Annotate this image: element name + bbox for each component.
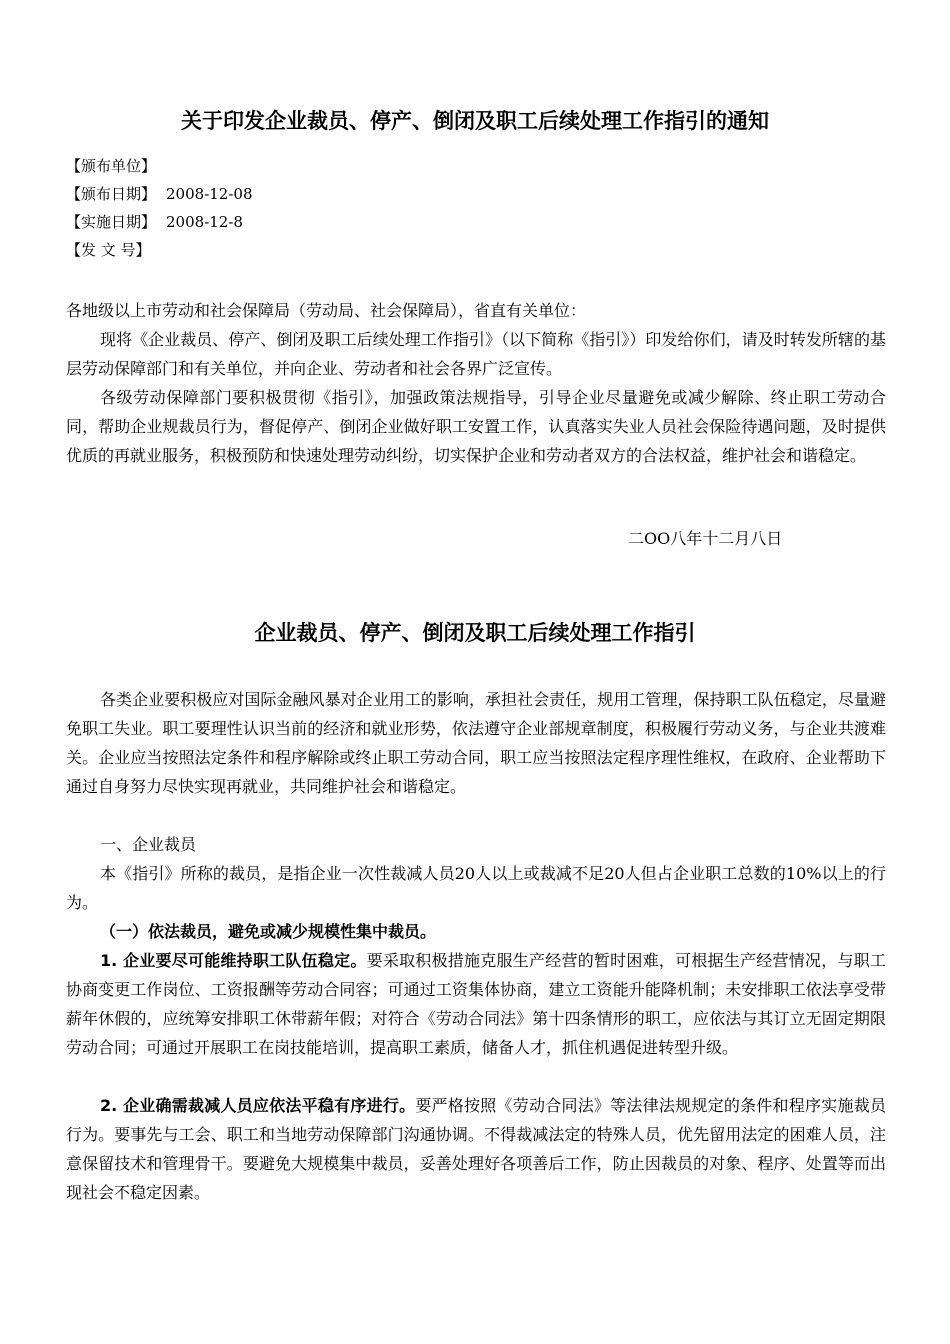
guide-item-2 <box>66 1091 886 1207</box>
subsection-heading-1-text: （一）依法裁员，避免或减少规模性集中裁员。 <box>100 922 437 941</box>
subsection-heading-1 <box>66 917 886 946</box>
guide-item-1 <box>66 946 886 1062</box>
notice-date: 二OO八年十二月八日 <box>628 529 783 548</box>
notice-title: 关于印发企业裁员、停产、倒闭及职工后续处理工作指引的通知 <box>181 109 769 133</box>
meta-effective-date-value: 2008-12-8 <box>166 213 243 231</box>
section-heading-layoffs: 一、企业裁员 <box>100 835 197 854</box>
guide-item-1-text: 要采取积极措施克服生产经营的暂时困难，可根据生产经营情况，与职工协商变更工作岗位、工资报酬等劳动合同容；可通过工资集体协商，建立工资能升能降机制；未安排职工依法享受带薪年休假的，应统筹安排职工休带薪年假；对符合《劳动合同法》第十四条情形的职工，应依法与其订立无固定期限劳动合同；可通过开展职工在岗技能培训，提高职工素质，储备人才，抓住机遇促进转型升级。 <box>66 951 886 1057</box>
meta-effective-date-label: 【实施日期】 <box>66 213 157 231</box>
guide-item-1-heading: 1. 企业要尽可能维持职工队伍稳定。 <box>100 951 367 970</box>
meta-document-number <box>66 240 161 260</box>
meta-issuer-label: 【颁布单位】 <box>66 157 157 175</box>
notice-paragraph-2: 各级劳动保障部门要积极贯彻《指引》，加强政策法规指导，引导企业尽量避免或减少解除、终止职工劳动合同，帮助企业规裁员行为，督促停产、倒闭企业做好职工安置工作，认真落实失业人员社会保险待遇问题，及时提供优质的再就业服务，积极预防和快速处理劳动纠纷，切实保护企业和劳动者双方的合法权益，维护社会和谐稳定。 <box>66 388 886 465</box>
guide-item-2-heading: 2. 企业确需裁减人员应依法平稳有序进行。 <box>100 1096 416 1115</box>
notice-paragraph-1: 现将《企业裁员、停产、倒闭及职工后续处理工作指引》（以下简称《指引》）印发给你们，请及时转发所辖的基层劳动保障部门和有关单位，并向企业、劳动者和社会各界广泛宣传。 <box>66 330 886 378</box>
meta-issue-date-value: 2008-12-08 <box>166 185 253 203</box>
guide-title: 企业裁员、停产、倒闭及职工后续处理工作指引 <box>254 621 696 645</box>
layoff-definition: 本《指引》所称的裁员，是指企业一次性裁减人员20人以上或裁减不足20人但占企业职工总数的10%以上的行为。 <box>66 864 886 912</box>
meta-effective-date <box>66 212 243 232</box>
meta-issue-date-label: 【颁布日期】 <box>66 185 157 203</box>
meta-issuer <box>66 156 166 176</box>
meta-issue-date <box>66 184 253 204</box>
notice-salutation: 各地级以上市劳动和社会保障局（劳动局、社会保障局），省直有关单位： <box>66 301 587 320</box>
meta-document-number-label: 【发 文 号】 <box>66 241 151 259</box>
guide-intro: 各类企业要积极应对国际金融风暴对企业用工的影响，承担社会责任，规用工管理，保持职工队伍稳定，尽量避免职工失业。职工要理性认识当前的经济和就业形势，依法遵守企业部规章制度，积极履行劳动义务，与企业共渡难关。企业应当按照法定条件和程序解除或终止职工劳动合同，职工应当按照法定程序理性维权，在政府、企业帮助下通过自身努力尽快实现再就业，共同维护社会和谐稳定。 <box>66 690 886 796</box>
guide-item-2-text: 要严格按照《劳动合同法》等法律法规规定的条件和程序实施裁员行为。要事先与工会、职工和当地劳动保障部门沟通协调。不得裁减法定的特殊人员，优先留用法定的困难人员，注意保留技术和管理骨干。要避免大规模集中裁员，妥善处理好各项善后工作，防止因裁员的对象、程序、处置等而出现社会不稳定因素。 <box>66 1096 886 1202</box>
